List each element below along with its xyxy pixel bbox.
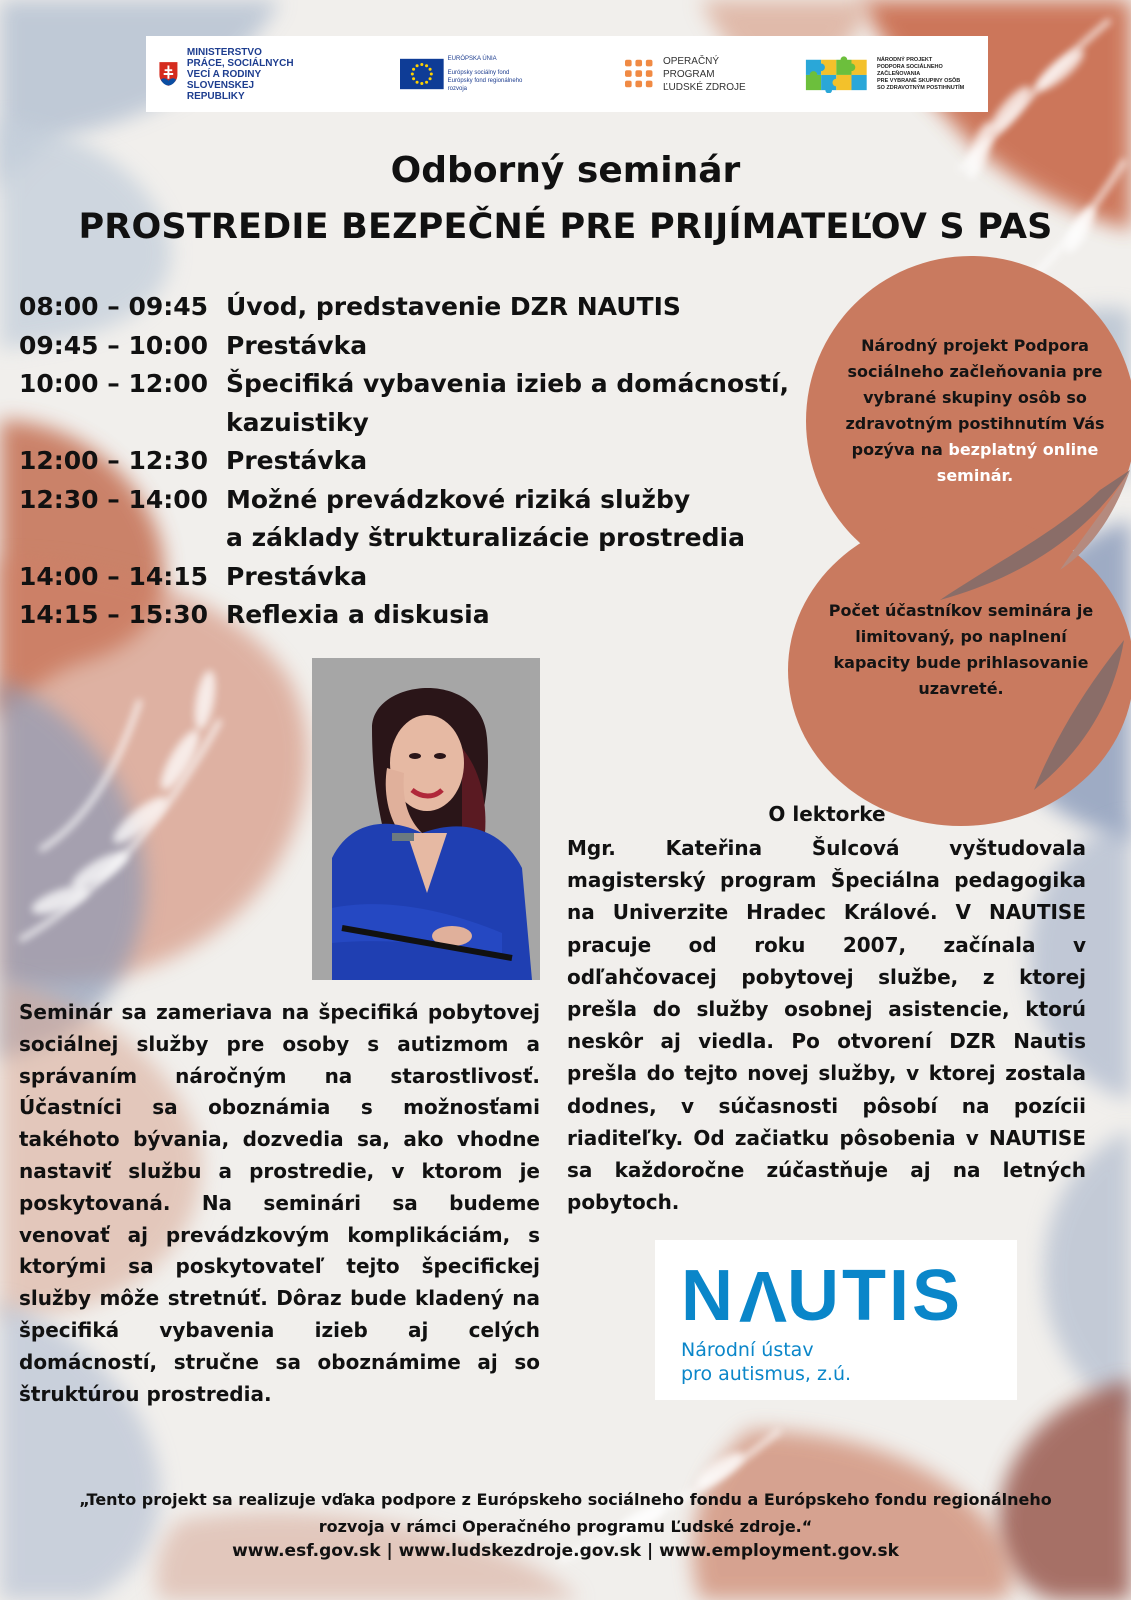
eu-line-3: Európsky fond regionálneho rozvoja [447, 78, 523, 92]
schedule-topic-line-1: Možné prevádzkové riziká služby [226, 484, 691, 514]
ministry-line-2: PRÁCE, SOCIÁLNYCH [186, 57, 294, 69]
schedule-time: 14:15 – 15:30 [19, 600, 209, 629]
eu-flag-icon [400, 58, 444, 90]
lecturer-bio: Mgr. Kateřina Šulcová vyštudovala magisterský program Špeciálna pedagogika na Univerzite Hradec Králové. V NAUTISE pracuje od roku 2007, začínala v odľahčovacej pobytovej službe, z ktorej prešla do služby osobnej asistencie, ktorú neskôr aj viedla. Po otvorení DZR Nautis prešla do tejto novej služby, v ktorej zostala dodnes, v súčasnosti pôsobí na pozícii riaditeľky. Od začiatku pôsobenia v NAUTISE sa každoročne zúčastňuje aj na letných pobytoch. [567, 836, 1086, 1215]
np-line-3: PRE VYBRANÉ SKUPINY OSÔB [876, 77, 961, 84]
nautis-subtitle-line-1: Národní ústav [681, 1339, 814, 1361]
np-line-1: NÁRODNÝ PROJEKT [876, 56, 933, 63]
dot-grid-icon [625, 59, 653, 89]
nautis-wordmark-end: UTIS [787, 1256, 964, 1336]
lecturer-photo [312, 658, 540, 980]
seminar-title: PROSTREDIE BEZPEČNÉ PRE PRIJÍMATEĽOV S PAS [78, 207, 1053, 247]
footer-line-2: rozvoja v rámci Operačného programu Ľudské zdroje.“ [318, 1517, 813, 1536]
op-line-1: OPERAČNÝ PROGRAM [662, 55, 720, 80]
lecturer-heading: O lektorke [768, 802, 886, 826]
page-curl-decoration [1014, 640, 1124, 790]
op-line-2: ĽUDSKÉ ZDROJE [662, 81, 746, 93]
page-title: Odborný seminár [390, 150, 741, 191]
partner-logo-strip [146, 36, 988, 112]
ministry-logo [158, 36, 308, 112]
nautis-wordmark-a: V [736, 1256, 788, 1336]
schedule-topic: Prestávka [226, 561, 368, 591]
schedule-topic: Prestávka [226, 446, 368, 475]
np-line-4: SO ZDRAVOTNÝM POSTIHNUTÍM [876, 84, 965, 91]
schedule-topic-line-2: a základy štrukturalizácie prostredia [226, 523, 745, 552]
schedule-topic-line-1: Špecifiká vybavenia izieb a domácností, [226, 369, 790, 398]
invite-text [828, 333, 1122, 489]
schedule-row [19, 327, 819, 366]
puzzle-icon [804, 55, 874, 93]
schedule-time: 10:00 – 12:00 [19, 369, 209, 398]
schedule-topic: Úvod, predstavenie DZR NAUTIS [226, 292, 681, 321]
schedule-time: 14:00 – 14:15 [19, 561, 209, 591]
slovak-coat-of-arms-icon [158, 60, 179, 88]
schedule-row [19, 481, 819, 558]
schedule-row [19, 288, 819, 327]
schedule-topic [226, 365, 819, 442]
schedule-time: 12:30 – 14:00 [19, 484, 209, 514]
nautis-wordmark [681, 1258, 991, 1334]
ministry-line-3: VECÍ A RODINY [186, 68, 262, 80]
ministry-line-4: SLOVENSKEJ REPUBLIKY [186, 79, 255, 102]
page-curl-decoration [940, 470, 1130, 600]
np-line-2: PODPORA SOCIÁLNEHO ZAČLEŇOVANIA [876, 63, 943, 77]
nautis-wordmark-start: N [681, 1256, 736, 1336]
footer-funding-note [0, 1486, 1131, 1540]
op-ludske-zdroje-logo [625, 36, 768, 112]
nautis-subtitle [681, 1338, 991, 1386]
nautis-subtitle-line-2: pro autismus, z.ú. [681, 1363, 852, 1385]
schedule-row [19, 596, 819, 635]
capacity-note: Počet účastníkov seminára je limitovaný, po naplnení kapacity bude prihlasovanie uzavreté. [828, 601, 1094, 698]
ministry-line-1: MINISTERSTVO [186, 46, 262, 58]
schedule [19, 288, 819, 635]
footer-links[interactable]: www.esf.gov.sk | www.ludskezdroje.gov.sk | www.employment.gov.sk [232, 1541, 899, 1561]
footer-line-1: „Tento projekt sa realizuje vďaka podpore z Európskeho sociálneho fondu a Európskeho fondu regionálneho [79, 1490, 1052, 1509]
schedule-row [19, 365, 819, 442]
schedule-row [19, 442, 819, 481]
seminar-description: Seminár sa zameriava na špecifiká pobytovej sociálnej služby pre osoby s autizmom a správaním náročným na starostlivosť. Účastníci sa oboznámia s možnosťami takéhoto bývania, dozvedia sa, ako vhodne nastaviť službu a prostredie, v ktorom je poskytovaná. Na seminári sa budeme venovať aj prevádzkovým komplikáciám, s ktorými sa poskytovateľ tejto špecifickej služby môže stretnúť. Dôraz bude kladený na špecifiká vybavenia izieb aj celých domácností, stručne sa oboznámime aj so štruktúrou prostredia. [19, 1000, 540, 1406]
invite-highlight: bezplatný online seminár. [936, 440, 1099, 485]
invite-body: Národný projekt Podpora sociálneho začleňovania pre vybrané skupiny osôb so zdravotným postihnutím Vás pozýva na [845, 336, 1105, 459]
nautis-logo [655, 1240, 1017, 1400]
schedule-time: 08:00 – 09:45 [19, 292, 209, 321]
national-project-logo [804, 36, 982, 112]
schedule-row [19, 558, 819, 597]
eu-line-1: EURÓPSKA ÚNIA [447, 56, 497, 62]
schedule-topic [226, 481, 819, 558]
schedule-topic: Reflexia a diskusia [226, 600, 490, 629]
eu-logo [400, 36, 539, 112]
schedule-topic-line-2: kazuistiky [226, 407, 369, 437]
schedule-time: 09:45 – 10:00 [19, 330, 209, 360]
schedule-time: 12:00 – 12:30 [19, 446, 209, 475]
eu-line-2: Európsky sociálny fond [447, 70, 510, 76]
schedule-topic: Prestávka [226, 330, 368, 360]
